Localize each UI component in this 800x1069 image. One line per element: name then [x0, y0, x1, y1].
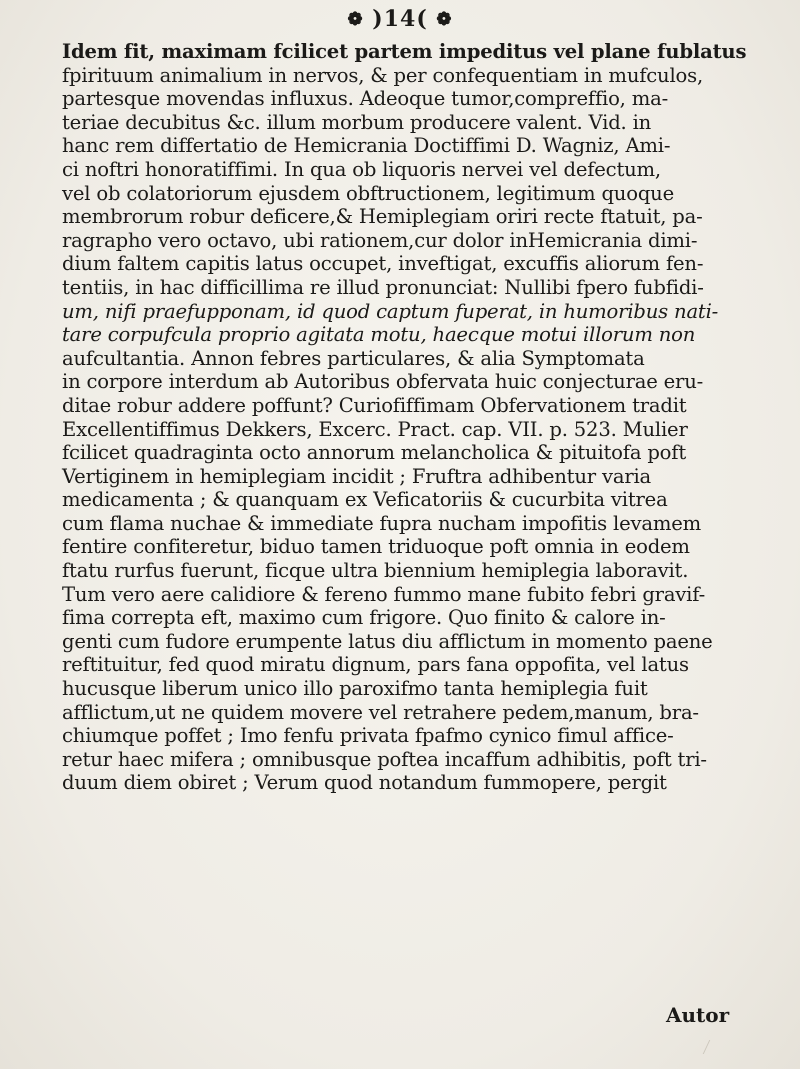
- text-line: dium faltem capitis latus occupet, inveftigat, excuffis aliorum fen-: [62, 252, 704, 276]
- text-line: teriae decubitus &c. illum morbum producere valent. Vid. in: [62, 110, 652, 134]
- text-line: ragrapho vero octavo, ubi rationem,cur dolor inHemicrania dimi-: [62, 228, 698, 252]
- text-line: Excellentiffimus Dekkers, Excerc. Pract. cap. VII. p. 523. Mulier: [62, 417, 688, 441]
- text-line: hucusque liberum unico illo paroxifmo tanta hemiplegia fuit: [62, 677, 648, 701]
- text-line: fcilicet quadraginta octo annorum melancholica & pituitofa poft: [62, 441, 687, 465]
- text-line: duum diem obiret ; Verum quod notandum fummopere, pergit: [62, 771, 667, 795]
- ornament-right-icon: ❁: [436, 9, 453, 30]
- page-header: [0, 6, 800, 32]
- text-line: fentire confiteretur, biduo tamen triduoque poft omnia in eodem: [62, 535, 690, 559]
- text-line: reftituitur, fed quod miratu dignum, pars fana oppofita, vel latus: [62, 653, 689, 677]
- text-line: ditae robur addere poffunt? Curiofiffimam Obfervationem tradit: [62, 393, 687, 417]
- page-number: )14(: [372, 6, 428, 32]
- ornament-left-icon: ❁: [347, 9, 364, 30]
- text-line: ci noftri honoratiffimi. In qua ob liquoris nervei vel defectum,: [62, 157, 661, 181]
- text-line: um, nifi praefupponam, id quod captum fuperat, in humoribus nati-: [62, 299, 719, 323]
- text-line: fima correpta eft, maximo cum frigore. Quo finito & calore in-: [62, 606, 666, 630]
- text-line: Tum vero aere calidiore & fereno fummo mane fubito febri gravif-: [62, 582, 706, 606]
- paper-mark: [703, 1040, 751, 1054]
- text-line: aufcultantia. Annon febres particulares, & alia Symptomata: [62, 346, 645, 370]
- text-line: tare corpufcula proprio agitata motu, haecque motui illorum non: [62, 323, 696, 347]
- text-line: tentiis, in hac difficillima re illud pronunciat: Nullibi fpero fubfidi-: [62, 275, 704, 299]
- text-line: membrorum robur deficere,& Hemiplegiam oriri recte ftatuit, pa-: [62, 205, 703, 229]
- text-line: cum flama nuchae & immediate fupra nucham impofitis levamem: [62, 511, 702, 535]
- text-line: Vertiginem in hemiplegiam incidit ; Fruftra adhibentur varia: [62, 464, 652, 488]
- text-line: retur haec mifera ; omnibusque poftea incaffum adhibitis, poft tri-: [62, 747, 707, 771]
- text-line: hanc rem differtatio de Hemicrania Doctiffimi D. Wagniz, Ami-: [62, 134, 671, 158]
- text-line: in corpore interdum ab Autoribus obfervata huic conjecturae eru-: [62, 370, 704, 394]
- text-line: ftatu rurfus fuerunt, ficque ultra biennium hemiplegia laboravit.: [62, 559, 689, 583]
- text-line: fpirituum animalium in nervos, & per confequentiam in mufculos,: [62, 63, 704, 87]
- text-line: chiumque poffet ; Imo fenfu privata fpafmo cynico fimul affice-: [62, 724, 674, 748]
- text-line: genti cum fudore erumpente latus diu afflictum in momento paene: [62, 629, 713, 653]
- text-line: afflictum,ut ne quidem movere vel retrahere pedem,manum, bra-: [62, 700, 699, 724]
- text-line: partesque movendas influxus. Adeoque tumor,compreffio, ma-: [62, 87, 669, 111]
- body-text: [62, 40, 780, 795]
- catchword: Autor: [666, 1003, 730, 1027]
- text-line: medicamenta ; & quanquam ex Veficatoriis & cucurbita vitrea: [62, 488, 668, 512]
- text-line: Idem fit, maximam fcilicet partem impeditus vel plane fublatus: [62, 40, 747, 63]
- text-line: vel ob colatoriorum ejusdem obftructionem, legitimum quoque: [62, 181, 674, 205]
